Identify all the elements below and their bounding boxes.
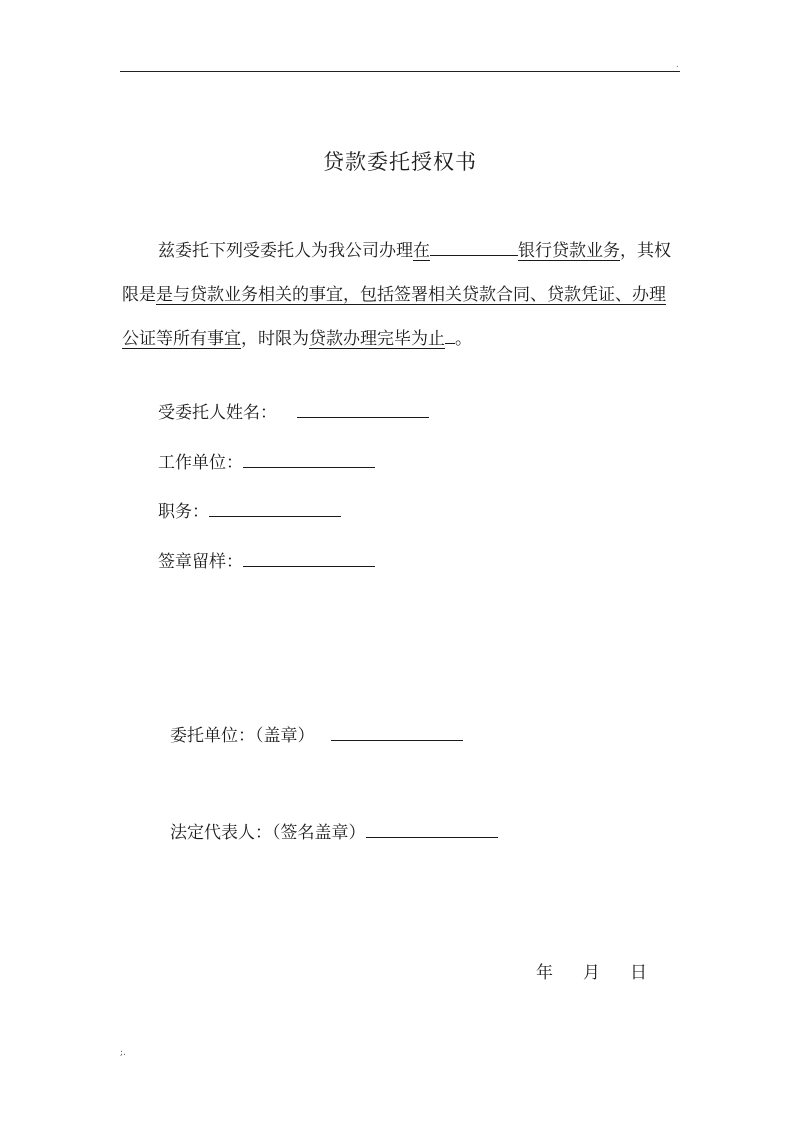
bank-name-blank[interactable] — [430, 254, 518, 256]
bank-prefix-underlined: 在 — [413, 241, 430, 261]
agent-name-input-line[interactable] — [297, 416, 429, 418]
document-title: 贷款委托授权书 — [323, 150, 477, 174]
intro-text: 兹委托下列受委托人为我公司办理 — [158, 241, 413, 261]
header-dot: . — [676, 60, 679, 69]
month-label: 月 — [583, 963, 600, 983]
entrusting-unit-input-line[interactable] — [331, 739, 463, 741]
scope-underlined: 是与贷款业务相关的事宜，包括签署相关贷款合同、贷款凭证、办理公证等所有事宜 — [122, 285, 666, 349]
bank-business-underlined: 银行贷款业务 — [518, 241, 620, 261]
legal-rep-label: 法定代表人：（签名盖章） — [170, 823, 366, 843]
position-field — [158, 497, 341, 522]
agent-name-field — [158, 398, 429, 423]
position-input-line[interactable] — [209, 515, 341, 517]
signature-sample-label: 签章留样： — [158, 552, 243, 572]
entrusting-unit-field — [170, 721, 463, 746]
paragraph-end: 。 — [455, 329, 472, 349]
legal-rep-field — [170, 818, 498, 843]
day-label: 日 — [630, 963, 647, 983]
legal-rep-input-line[interactable] — [366, 836, 498, 838]
scope-intro-text: ，其权限是 — [122, 241, 671, 305]
work-unit-label: 工作单位： — [158, 453, 243, 473]
authorization-paragraph — [122, 229, 682, 361]
signature-sample-field — [158, 547, 375, 572]
work-unit-field — [158, 448, 375, 473]
footer-mark: ;. — [120, 1048, 126, 1058]
agent-name-label: 受委托人姓名： — [158, 403, 277, 423]
signature-sample-input-line[interactable] — [243, 565, 375, 567]
entrusting-unit-label: 委托单位：（盖章） — [170, 726, 315, 746]
header-rule — [120, 71, 680, 72]
term-underlined: 贷款办理完毕为止 — [309, 329, 445, 349]
year-label: 年 — [536, 963, 553, 983]
term-tail-blank — [445, 342, 455, 344]
work-unit-input-line[interactable] — [243, 466, 375, 468]
term-intro-text: ，时限为 — [241, 329, 309, 349]
date-line — [536, 958, 647, 983]
position-label: 职务： — [158, 502, 209, 522]
